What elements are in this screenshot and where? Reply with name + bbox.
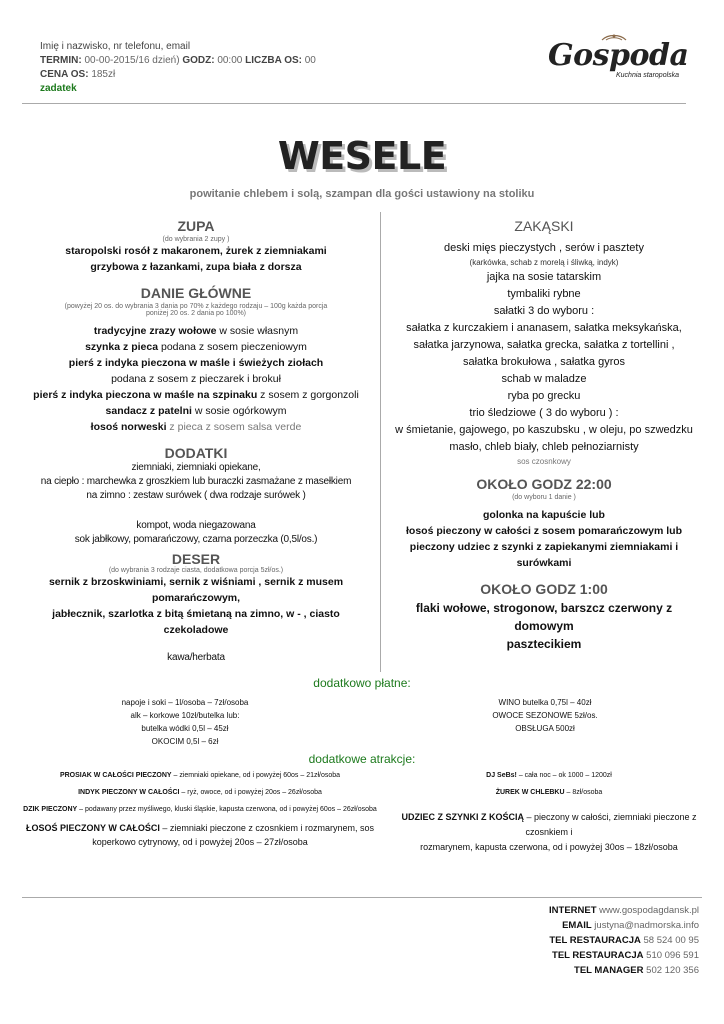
danie-item: pierś z indyka pieczona w maśle i świeżych ziołach — [68, 357, 324, 369]
attraction-item: INDYK PIECZONY W CAŁOŚCI – ryż, owoce, od i powyżej 20os – 26zł/osoba — [78, 789, 322, 796]
liczba-value: 00 — [304, 55, 316, 66]
zakaski-line: sałatki 3 do wyboru : — [493, 305, 595, 317]
danie-item: szynka z pieca podana z sosem pieczeniowym — [85, 341, 307, 353]
zakaski-line: (karkówka, schab z morelą i śliwką, indyk) — [469, 258, 619, 267]
tel-restauracja-label: TEL RESTAURACJA — [549, 935, 641, 946]
godz22-line: golonka na kapuście lub — [483, 509, 605, 521]
godz22-line: pieczony udziec z szynki z zapiekanymi ziemniakami i surówkami — [409, 541, 679, 569]
zadatek-label: zadatek — [40, 83, 77, 94]
zakaski-line: ryba po grecku — [507, 390, 581, 402]
danie-item: sandacz z patelni w sosie ogórkowym — [105, 405, 287, 417]
zupa-note: (do wybrania 2 zupy ) — [162, 236, 230, 243]
footer-contacts — [549, 903, 699, 978]
client-line: Imię i nazwisko, nr telefonu, email — [40, 41, 191, 52]
paid-item: WINO butelka 0,75l – 40zł — [498, 698, 592, 707]
paid-item: OKOCIM 0,5l – 6zł — [151, 737, 219, 746]
attraction-item: UDZIEC Z SZYNKI Z KOŚCIĄ – pieczony w całości, ziemniaki pieczone z czosnkiem i rozmarynem, kapusta czerwona, od i powyżej 30os – 18zł/osoba — [401, 812, 697, 852]
deser-line: jabłecznik, szarlotka z bitą śmietaną na zimno, w - , ciasto czekoladowe — [52, 608, 340, 636]
header-info: Imię i nazwisko, nr telefonu, email TERMIN: 00-00-2015/16 dzień) GODZ: 00:00 LICZBA OS: 00 CENA OS: 185zł zadatek — [40, 41, 316, 94]
zakaski-line: sałatka jarzynowa, sałatka grecka, sałatka z tortellini , — [413, 339, 675, 351]
logo-tagline: Kuchnia staropolska — [616, 72, 680, 79]
attraction-item: ŁOSOŚ PIECZONY W CAŁOŚCI – ziemniaki pieczone z czosnkiem i rozmarynem, sos koperkowo cytrynowy, od i powyżej 20os – 27zł/osoba — [26, 823, 374, 847]
dodatki-line: na ciepło : marchewka z groszkiem lub buraczki zasmażane z masełkiem — [40, 476, 352, 487]
zakaski-line: sałatka brokułowa , sałatka gyros — [462, 356, 626, 368]
logo-name: Gospoda — [548, 38, 689, 73]
paid-item: alk – korkowe 10zł/butelka lub: — [130, 711, 240, 720]
godz-value: 00:00 — [217, 55, 243, 66]
danie-item: tradycyjne zrazy wołowe w sosie własnym — [93, 325, 299, 337]
godz22-title: OKOŁO GODZ 22:00 — [476, 476, 612, 492]
paid-right — [420, 696, 670, 735]
zakaski-title: ZAKĄSKI — [514, 218, 574, 234]
internet-link[interactable]: www.gospodagdansk.pl — [599, 905, 699, 916]
cena-value: 185zł — [91, 69, 116, 80]
termin-label: TERMIN — [40, 55, 79, 66]
zakaski-line: masło, chleb biały, chleb pełnoziarnisty — [449, 441, 639, 453]
zupa-line-2: grzybowa z łazankami, zupa biała z dorsza — [90, 261, 302, 273]
godz1-title: OKOŁO GODZ 1:00 — [480, 581, 608, 597]
attractions-right — [385, 770, 713, 855]
termin-value: 00-00-2015/16 dzień) — [84, 55, 180, 66]
dodatki-line: ziemniaki, ziemniaki opiekane, — [131, 462, 261, 473]
page-title: WESELE — [277, 134, 447, 178]
zakaski-line: w śmietanie, gajowego, po kaszubsku , w oleju, po szwedzku — [395, 424, 693, 436]
tel-manager-label: TEL MANAGER — [574, 965, 644, 976]
godz1-line: pasztecikiem — [506, 637, 582, 651]
paid-item: OWOCE SEZONOWE 5zł/os. — [492, 711, 598, 720]
deser-note: (do wybrania 3 rodzaje ciasta, dodatkowa porcja 5zł/os.) — [108, 567, 284, 574]
left-column — [20, 218, 372, 663]
zupa-line-1: staropolski rosół z makaronem, żurek z ziemniakami — [65, 245, 327, 257]
paid-item: napoje i soki – 1l/osoba – 7zł/osoba — [121, 698, 249, 707]
dodatki-line: kompot, woda niegazowana — [136, 520, 256, 531]
dodatki-title: DODATKI — [164, 445, 228, 461]
attraction-item: ŻUREK W CHLEBKU – 8zł/osoba — [495, 789, 603, 796]
paid-item: butelka wódki 0,5l – 45zł — [141, 724, 229, 733]
danie-note-1: (powyżej 20 os. do wybrania 3 dania po 70% z każdego rodzaju – 100g każda porcja — [64, 303, 328, 310]
logo — [544, 30, 689, 86]
email-link[interactable]: justyna@nadmorska.info — [594, 920, 699, 931]
dodatki-line: na zimno : zestaw surówek ( dwa rodzaje surówek ) — [86, 490, 306, 501]
attraction-item: DJ SeBs! – cała noc – ok 1000 – 1200zł — [486, 772, 612, 779]
danie-item: pierś z indyka pieczona w maśle na szpinaku z sosem z gorgonzoli — [33, 389, 359, 401]
zakaski-line: tymbaliki rybne — [507, 288, 581, 300]
zakaski-line: deski mięs pieczystych , serów i pasztety — [444, 242, 644, 254]
paid-item: OBSŁUGA 500zł — [515, 724, 575, 733]
zupa-title: ZUPA — [177, 218, 215, 234]
tel-restauracja-value: 58 524 00 95 — [643, 935, 699, 946]
zakaski-line: sałatka z kurczakiem i ananasem, sałatka meksykańska, — [406, 322, 682, 334]
cena-label: CENA OS — [40, 69, 86, 80]
paid-left — [60, 696, 310, 748]
zakaski-line: trio śledziowe ( 3 do wyboru ) : — [469, 407, 619, 419]
godz-label: GODZ — [182, 55, 212, 66]
email-label: EMAIL — [562, 920, 592, 931]
danie-note-2: poniżej 20 os. 2 dania po 100%) — [145, 310, 247, 317]
deser-line: kawa/herbata — [167, 652, 225, 663]
godz22-note: (do wyboru 1 danie ) — [512, 494, 576, 501]
attractions-left — [12, 770, 388, 849]
header-divider — [22, 103, 686, 104]
footer-divider — [22, 897, 702, 898]
tel-restauracja-value: 510 096 591 — [646, 950, 699, 961]
intro-text: powitanie chlebem i solą, szampan dla gości ustawiony na stoliku — [189, 188, 535, 200]
liczba-label: LICZBA OS — [245, 55, 299, 66]
column-divider — [380, 212, 381, 672]
deser-title: DESER — [171, 551, 221, 567]
godz1-line: flaki wołowe, strogonow, barszcz czerwony z domowym — [415, 601, 673, 633]
internet-label: INTERNET — [549, 905, 597, 916]
attractions-title: dodatkowe atrakcje: — [308, 752, 416, 766]
paid-title: dodatkowo płatne: — [313, 676, 411, 690]
zakaski-line: schab w maladze — [501, 373, 587, 385]
tel-restauracja-label: TEL RESTAURACJA — [552, 950, 644, 961]
attraction-item: PROSIAK W CAŁOŚCI PIECZONY – ziemniaki opiekane, od i powyżej 60os – 21zł/osoba — [59, 772, 341, 779]
danie-item: łosoś norweski z pieca z sosem salsa verde — [90, 421, 302, 433]
right-column — [386, 218, 702, 653]
godz22-line: łosoś pieczony w całości z sosem pomarańczowym lub — [406, 525, 682, 537]
zakaski-line: jajka na sosie tatarskim — [486, 271, 602, 283]
deser-line: sernik z brzoskwiniami, sernik z wiśniami , sernik z musem pomarańczowym, — [48, 576, 344, 604]
danie-item: podana z sosem z pieczarek i brokuł — [111, 373, 281, 385]
danie-title: DANIE GŁÓWNE — [140, 285, 252, 301]
attraction-item: DZIK PIECZONY – podawany przez myśliwego, kluski śląskie, kapusta czerwona, od i powyżej 60os – 26zł/osoba — [23, 806, 377, 813]
dodatki-line: sok jabłkowy, pomarańczowy, czarna porzeczka (0,5l/os.) — [74, 534, 318, 545]
tel-manager-value: 502 120 356 — [646, 965, 699, 976]
zakaski-line: sos czosnkowy — [517, 457, 571, 466]
